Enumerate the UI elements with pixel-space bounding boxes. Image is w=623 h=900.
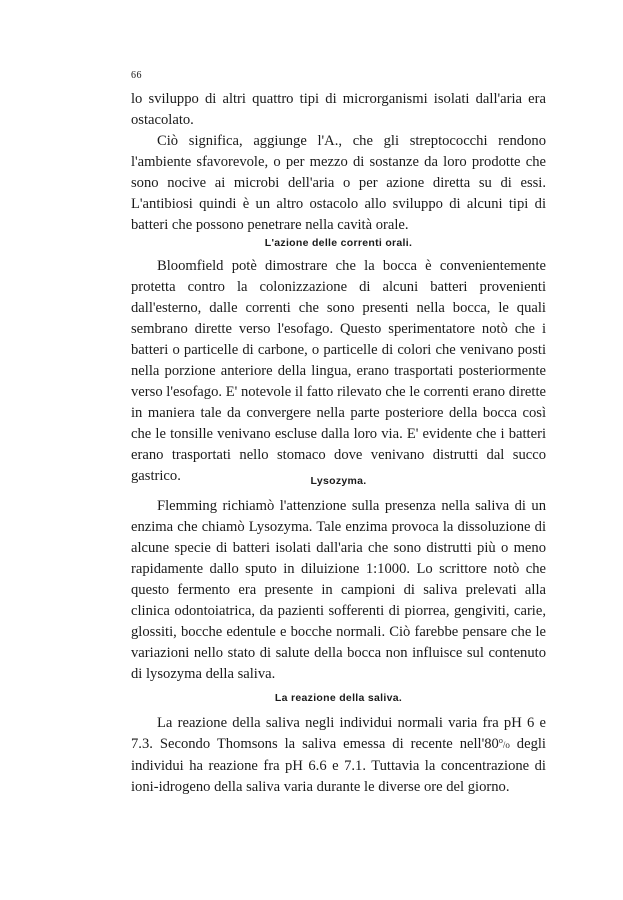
intro-text bbox=[131, 89, 546, 236]
section-heading-lysozyma: Lysozyma. bbox=[310, 475, 367, 487]
section-heading-correnti: L'azione delle correnti orali. bbox=[264, 237, 413, 249]
percent-sign-lower: /o bbox=[502, 740, 510, 750]
text-run: La reazione della saliva negli individui normali varia fra pH 6 e 7.3. Secondo Thomsons la saliva emessa di recente nell'80 bbox=[131, 715, 546, 752]
section-heading-reazione: La reazione della saliva. bbox=[274, 692, 403, 704]
paragraph: lo sviluppo di altri quattro tipi di microrganismi isolati dall'aria era ostacolato. bbox=[131, 91, 546, 128]
percent-sign-upper: o bbox=[498, 736, 503, 745]
paragraph: Bloomfield potè dimostrare che la bocca è convenientemente protetta contro la colonizzazione di alcuni batteri provenienti dall'esterno, dalle correnti che sono presenti nella bocca, le quali sembrano dirette verso l'esofago. Questo sperimentatore notò che i batteri o particelle di carbone, o particelle di colori che venivano posti nella porzione anteriore della lingua, erano trasportati posteriormente verso l'esofago. E' notevole il fatto rilevato che le correnti erano dirette in maniera tale da convergere nella parte posteriore della bocca così che le tonsille venivano escluse dalla loro via. E' evidente che i batteri erano trasportati nello stomaco dove venivano distrutti dal succo gastrico. bbox=[131, 258, 546, 484]
paragraph: Ciò significa, aggiunge l'A., che gli streptococchi rendono l'ambiente sfavorevole, o per mezzo di sostanze da loro prodotte che sono nocive ai microbi dell'aria o per azione diretta su di essi. L'antibiosi quindi è un altro ostacolo allo sviluppo di alcuni tipi di batteri che possono penetrare nella cavità orale. bbox=[131, 133, 546, 233]
text-run: degli individui ha reazione fra pH 6.6 e 7.1. Tuttavia la concentrazione di ioni-idrogeno della saliva varia durante le diverse ore del giorno. bbox=[131, 736, 546, 795]
page-number: 66 bbox=[131, 70, 142, 81]
reazione-text bbox=[131, 713, 546, 798]
paragraph: Flemming richiamò l'attenzione sulla presenza nella saliva di un enzima che chiamò Lysozyma. Tale enzima provoca la dissoluzione di alcune specie di batteri isolati dall'aria che sono distrutti più o meno rapidamente dallo sputo in diluizione 1:1000. Lo scrittore notò che questo fermento era presente in campioni di saliva prelevati alla clinica odontoiatrica, da pazienti sofferenti di piorrea, gengiviti, carie, glossiti, bocche edentule e bocche normali. Ciò farebbe pensare che le variazioni nello stato di salute della bocca non influisce sul contenuto di lysozyma della saliva. bbox=[131, 498, 546, 682]
lysozyma-text bbox=[131, 496, 546, 685]
paragraph bbox=[131, 713, 546, 798]
correnti-text bbox=[131, 256, 546, 487]
